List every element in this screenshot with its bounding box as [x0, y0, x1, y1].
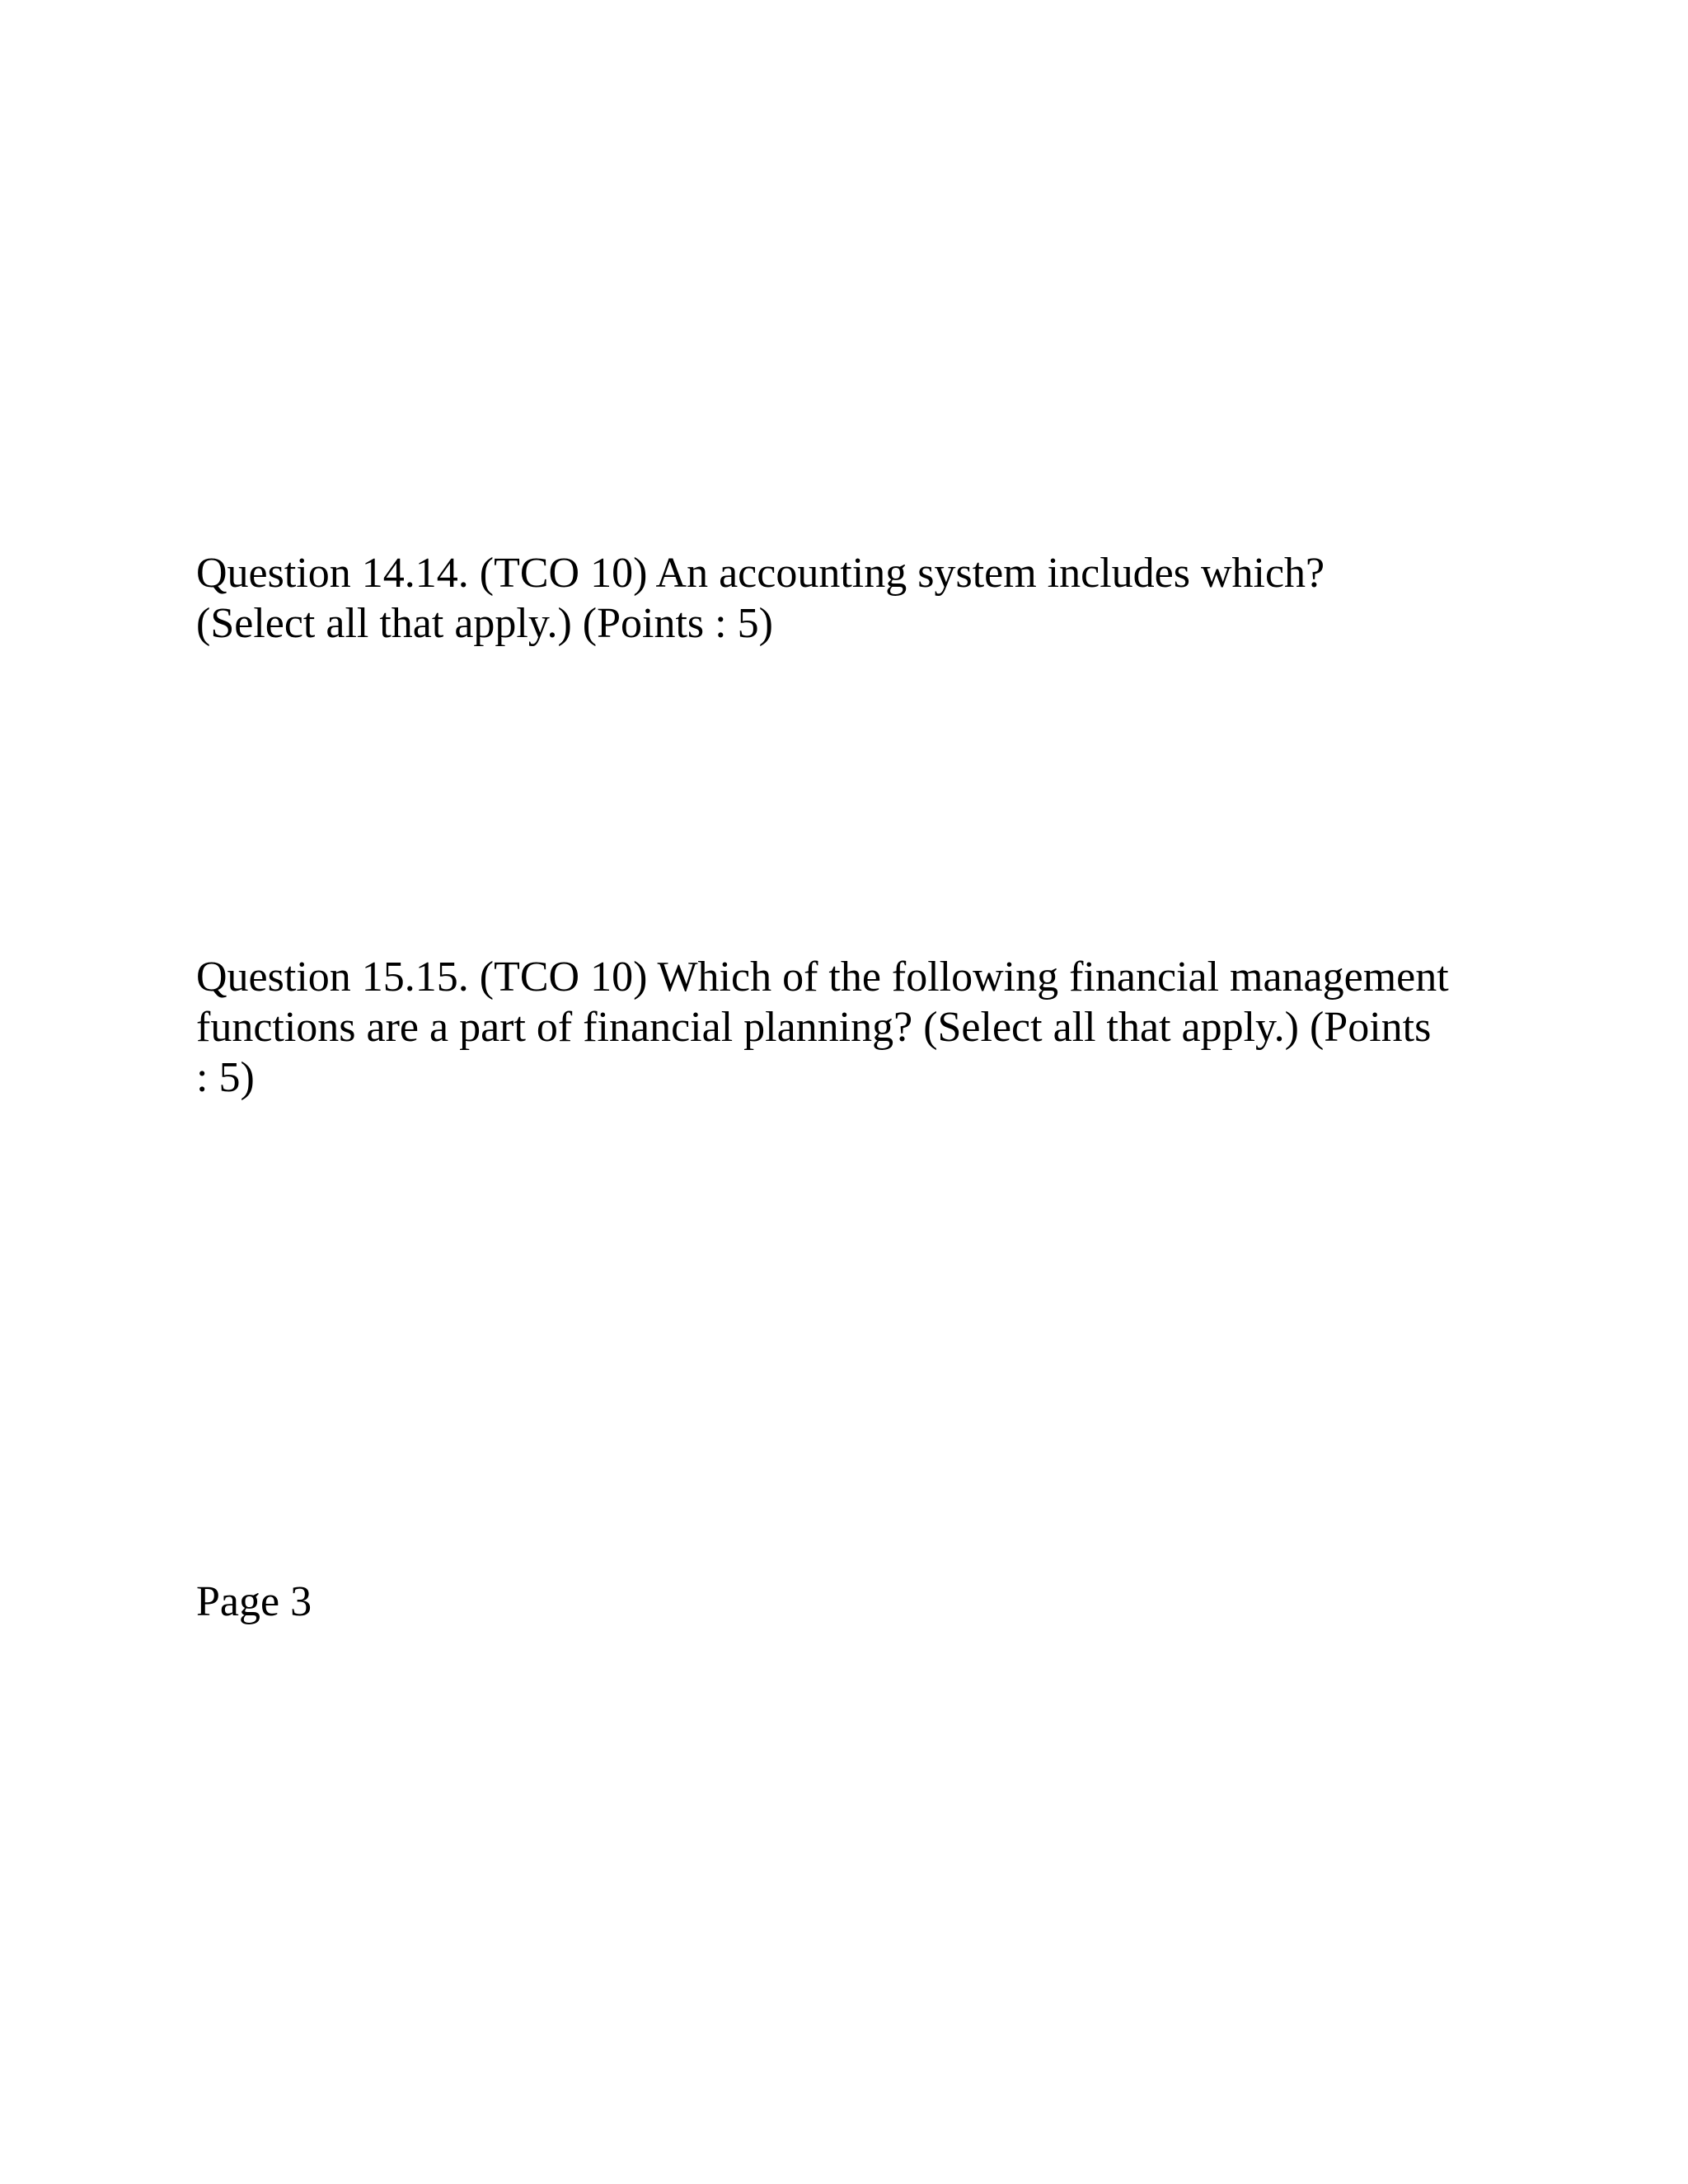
question-14	[196, 548, 1325, 649]
question-15-line-2: functions are a part of financial planning? (Select all that apply.) (Points	[196, 1004, 1432, 1051]
question-15	[196, 952, 1449, 1103]
question-15-line-1: Question 15.15. (TCO 10) Which of the following financial management	[196, 954, 1449, 1001]
question-15-line-3: : 5)	[196, 1054, 255, 1101]
page-number: Page 3	[196, 1578, 312, 1625]
question-14-line-1: Question 14.14. (TCO 10) An accounting system includes which?	[196, 550, 1325, 597]
question-14-line-2: (Select all that apply.) (Points : 5)	[196, 600, 773, 647]
